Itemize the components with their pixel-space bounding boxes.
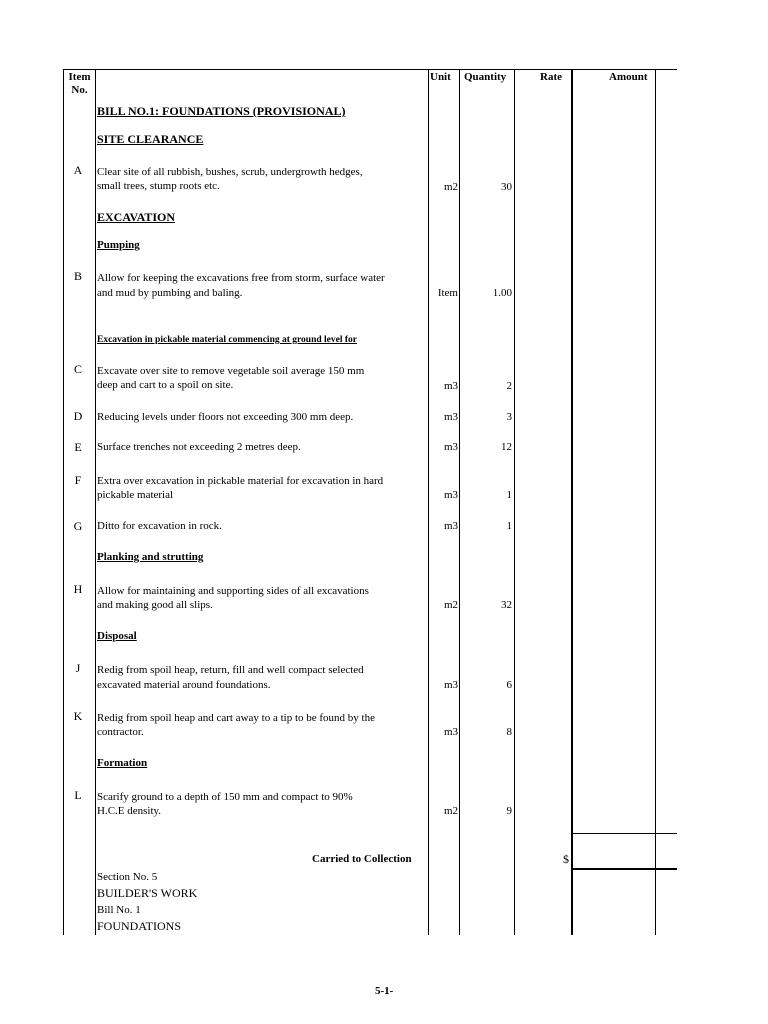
item-letter-a: A	[73, 163, 83, 177]
item-j-qty: 6	[506, 679, 512, 691]
heading-pumping: Pumping	[97, 239, 140, 251]
item-b-unit: Item	[437, 287, 458, 299]
item-letter-b: B	[73, 269, 82, 283]
item-f-qty: 1	[506, 489, 512, 501]
col-rule-qty	[514, 69, 515, 935]
col-rule-unit	[459, 69, 460, 935]
item-c-unit: m3	[443, 380, 458, 392]
item-letter-l: L	[74, 788, 82, 802]
col-rule-left	[63, 69, 64, 935]
item-letter-h: H	[73, 582, 83, 596]
footer-bill-no: Bill No. 1	[97, 904, 141, 916]
footer-foundations: FOUNDATIONS	[97, 919, 182, 933]
item-a-unit: m2	[443, 181, 458, 193]
header-item-no: Item No.	[68, 71, 91, 96]
heading-planking: Planking and strutting	[97, 551, 204, 563]
col-rule-item	[95, 69, 96, 935]
item-d-qty: 3	[506, 411, 512, 423]
item-k-desc-2: contractor.	[97, 726, 144, 738]
item-a-desc-2: small trees, stump roots etc.	[97, 180, 220, 192]
item-k-desc-1: Redig from spoil heap and cart away to a tip to be found by the	[97, 712, 375, 724]
item-k-qty: 8	[506, 726, 512, 738]
item-letter-d: D	[73, 409, 83, 423]
item-j-desc-2: excavated material around foundations.	[97, 679, 271, 691]
item-l-desc-1: Scarify ground to a depth of 150 mm and compact to 90%	[97, 791, 353, 803]
header-unit: Unit	[430, 71, 451, 83]
item-c-desc-2: deep and cart to a spoil on site.	[97, 379, 234, 391]
item-e-desc-1: Surface trenches not exceeding 2 metres deep.	[97, 441, 301, 453]
page-number: 5-1-	[375, 985, 394, 997]
item-h-qty: 32	[501, 599, 512, 611]
item-c-qty: 2	[506, 380, 512, 392]
item-d-unit: m3	[443, 411, 458, 423]
item-b-desc-2: and mud by pumbing and baling.	[97, 287, 243, 299]
item-g-desc-1: Ditto for excavation in rock.	[97, 520, 222, 532]
item-j-unit: m3	[443, 679, 458, 691]
heading-excavation: EXCAVATION	[97, 210, 176, 224]
item-letter-j: J	[75, 661, 81, 675]
item-h-unit: m2	[443, 599, 458, 611]
item-letter-k: K	[73, 709, 83, 723]
item-c-desc-1: Excavate over site to remove vegetable soil average 150 mm	[97, 365, 365, 377]
item-f-desc-2: pickable material	[97, 489, 174, 501]
item-letter-c: C	[73, 362, 82, 376]
item-l-desc-2: H.C.E density.	[97, 805, 162, 817]
item-letter-g: G	[73, 519, 83, 533]
footer-section: Section No. 5	[97, 871, 158, 883]
heading-excavation-pickable: Excavation in pickable material commencing at ground level for	[97, 335, 357, 345]
col-rule-rate	[571, 69, 573, 935]
header-quantity: Quantity	[464, 71, 507, 83]
col-rule-amount	[655, 69, 656, 935]
item-j-desc-1: Redig from spoil heap, return, fill and well compact selected	[97, 664, 364, 676]
header-rate: Rate	[540, 71, 562, 83]
header-amount: Amount	[609, 71, 648, 83]
item-a-desc-1: Clear site of all rubbish, bushes, scrub, undergrowth hedges,	[97, 166, 363, 178]
carried-currency: $	[563, 852, 569, 866]
total-rule-upper	[571, 833, 677, 834]
item-letter-e: E	[74, 440, 82, 454]
col-rule-desc	[428, 69, 429, 935]
item-f-unit: m3	[443, 489, 458, 501]
heading-site-clearance: SITE CLEARANCE	[97, 132, 204, 146]
footer-builders-work: BUILDER'S WORK	[97, 886, 198, 900]
table-top-rule	[63, 69, 677, 70]
carried-to-collection-label: Carried to Collection	[312, 853, 412, 865]
item-e-unit: m3	[443, 441, 458, 453]
item-l-qty: 9	[506, 805, 512, 817]
item-letter-f: F	[74, 473, 82, 487]
item-h-desc-2: and making good all slips.	[97, 599, 213, 611]
heading-disposal: Disposal	[97, 630, 137, 642]
item-h-desc-1: Allow for maintaining and supporting sides of all excavations	[97, 585, 369, 597]
heading-formation: Formation	[97, 757, 148, 769]
item-e-qty: 12	[501, 441, 512, 453]
item-d-desc-1: Reducing levels under floors not exceeding 300 mm deep.	[97, 411, 354, 423]
item-k-unit: m3	[443, 726, 458, 738]
item-f-desc-1: Extra over excavation in pickable material for excavation in hard	[97, 475, 384, 487]
bill-title: BILL NO.1: FOUNDATIONS (PROVISIONAL)	[97, 104, 346, 118]
item-g-qty: 1	[506, 520, 512, 532]
item-g-unit: m3	[443, 520, 458, 532]
item-b-desc-1: Allow for keeping the excavations free from storm, surface water	[97, 272, 385, 284]
item-a-qty: 30	[501, 181, 512, 193]
item-l-unit: m2	[443, 805, 458, 817]
item-b-qty: 1.00	[492, 287, 512, 299]
total-rule-lower	[571, 868, 677, 870]
